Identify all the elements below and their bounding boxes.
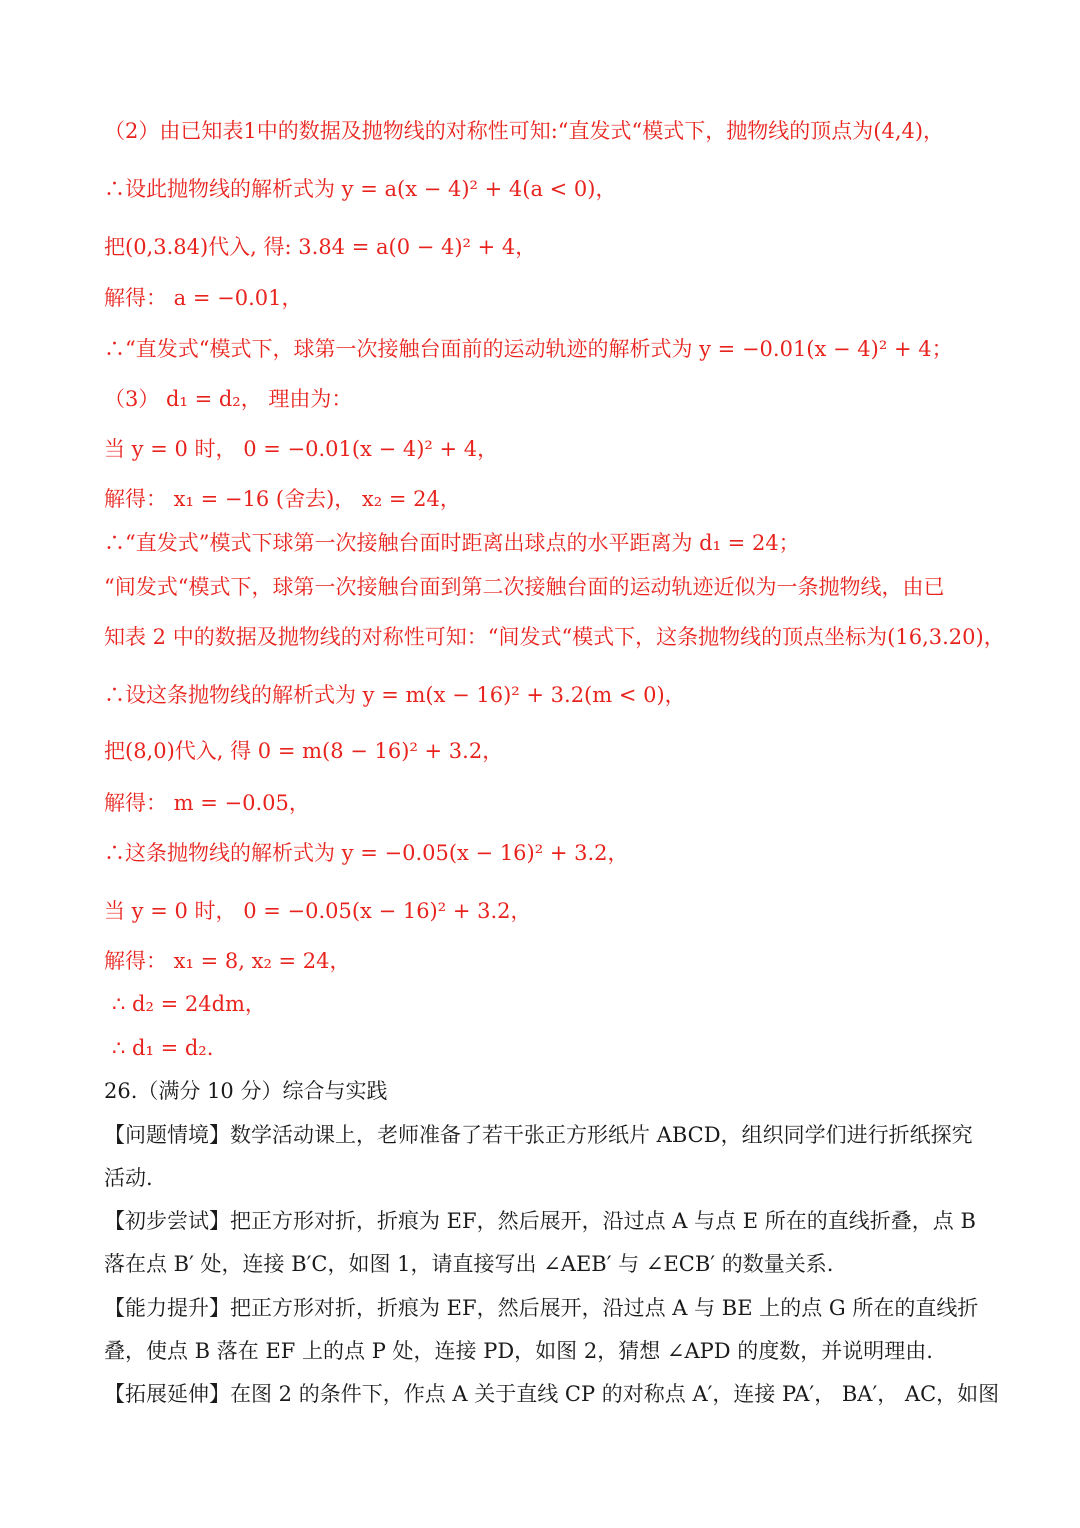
solution-line-4: 解得： a = −0.01， [104,286,303,310]
solution-line-7: 当 y = 0 时， 0 = −0.01(x − 4)² + 4， [104,437,499,461]
question-line-ability-improvement: 【能力提升】把正方形对折，折痕为 EF，然后展开，沿过点 A 与 BE 上的点 G 所在的直线折 [104,1296,979,1320]
question-line-initial-attempt: 【初步尝试】把正方形对折，折痕为 EF，然后展开，沿过点 A 与点 E 所在的直线折叠，点 B [104,1209,976,1233]
solution-line-3: 把(0,3.84)代入, 得: 3.84 = a(0 − 4)² + 4， [104,235,537,259]
solution-line-9: ∴“直发式”模式下球第一次接触台面时距离出球点的水平距离为 d₁ = 24； [104,531,800,555]
question-line-problem-situation-cont: 活动. [104,1166,153,1190]
solution-line-11: 知表 2 中的数据及抛物线的对称性可知：“间发式“模式下，这条抛物线的顶点坐标为(16,3.20)， [104,625,1005,649]
question-line-extension: 【拓展延伸】在图 2 的条件下，作点 A 关于直线 CP 的对称点 A′，连接 PA′， BA′， AC，如图 [104,1382,1000,1406]
solution-line-13: 把(8,0)代入, 得 0 = m(8 − 16)² + 3.2， [104,739,504,763]
solution-line-14: 解得： m = −0.05， [104,791,310,815]
solution-line-19: ∴ d₁ = d₂. [112,1036,214,1060]
question-line-initial-attempt-cont: 落在点 B′ 处，连接 B′C，如图 1，请直接写出 ∠AEB′ 与 ∠ECB′ 的数量关系. [104,1252,834,1276]
solution-line-10: “间发式“模式下，球第一次接触台面到第二次接触台面的运动轨迹近似为一条抛物线，由已 [104,575,945,599]
solution-line-2: ∴设此抛物线的解析式为 y = a(x − 4)² + 4(a < 0)， [104,177,617,201]
question-line-ability-improvement-cont: 叠，使点 B 落在 EF 上的点 P 处，连接 PD，如图 2，猜想 ∠APD 的度数，并说明理由. [104,1339,933,1363]
solution-line-8: 解得： x₁ = −16 (舍去)， x₂ = 24， [104,487,461,511]
solution-line-18: ∴ d₂ = 24dm， [112,992,266,1016]
question-title: 26.（满分 10 分）综合与实践 [104,1079,388,1103]
solution-line-16: 当 y = 0 时， 0 = −0.05(x − 16)² + 3.2， [104,899,532,923]
question-line-problem-situation: 【问题情境】数学活动课上，老师准备了若干张正方形纸片 ABCD，组织同学们进行折纸探究 [104,1123,973,1147]
solution-line-15: ∴这条抛物线的解析式为 y = −0.05(x − 16)² + 3.2， [104,841,629,865]
solution-line-5: ∴“直发式“模式下，球第一次接触台面前的运动轨迹的解析式为 y = −0.01(x − 4)² + 4； [104,337,953,361]
solution-line-6: （3） d₁ = d₂， 理由为： [104,387,353,411]
solution-line-12: ∴设这条抛物线的解析式为 y = m(x − 16)² + 3.2(m < 0)， [104,683,686,707]
solution-line-1: （2）由已知表1中的数据及抛物线的对称性可知:“直发式“模式下，抛物线的顶点为(4,4)， [104,119,945,143]
solution-line-17: 解得： x₁ = 8, x₂ = 24， [104,949,351,973]
